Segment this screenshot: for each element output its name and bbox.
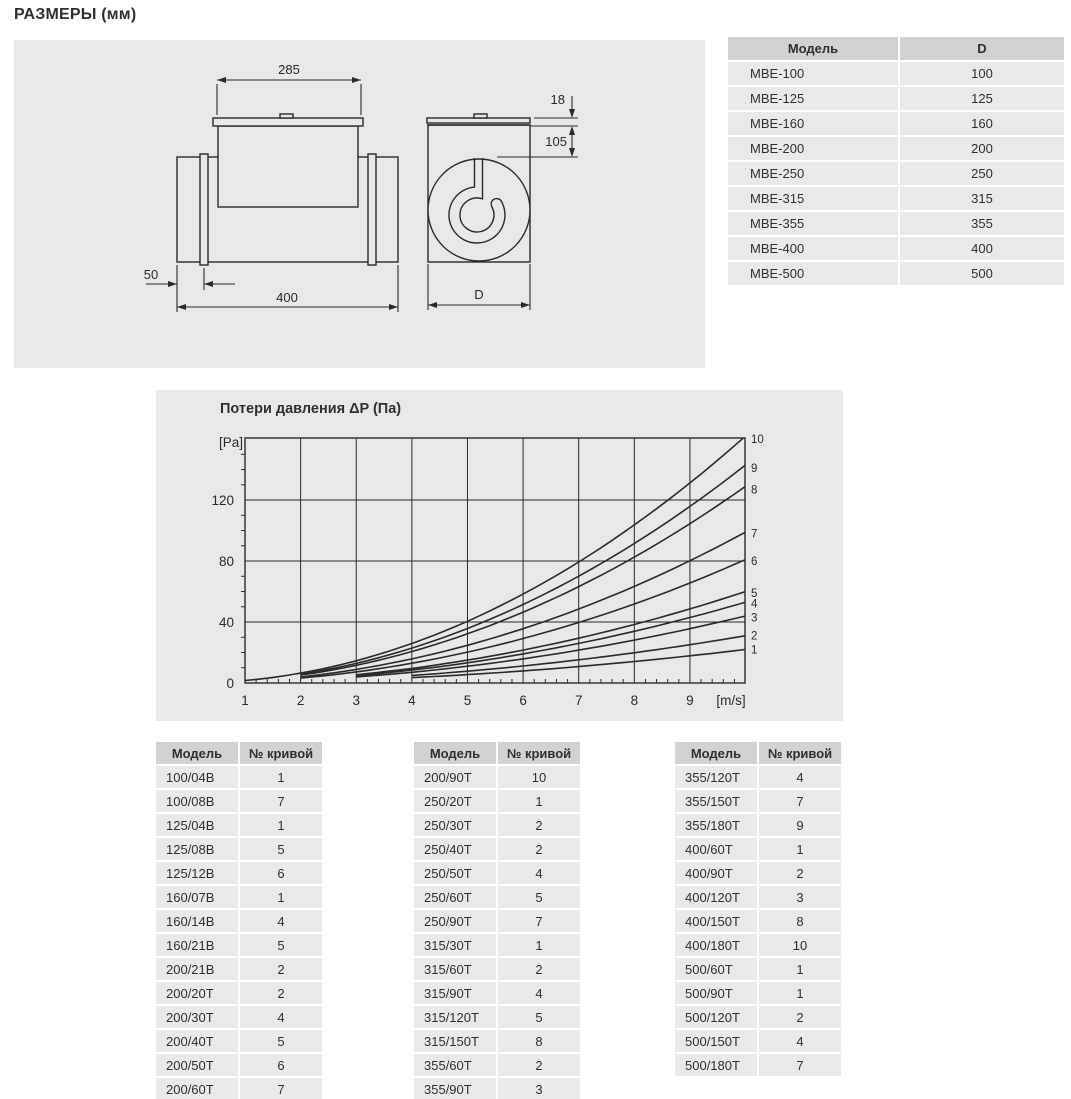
curve-table-2 <box>412 740 582 1099</box>
table-row <box>675 1030 841 1052</box>
table-row <box>675 838 841 860</box>
model-cell: 400/90T <box>675 862 757 884</box>
x-axis-unit: [m/s] <box>716 693 746 708</box>
table-row <box>728 62 1064 85</box>
value-cell: 125 <box>900 87 1064 110</box>
value-cell: 1 <box>759 958 841 980</box>
model-cell: 315/60T <box>414 958 496 980</box>
value-cell: 1 <box>498 790 580 812</box>
table-row <box>675 934 841 956</box>
table-row <box>156 862 322 884</box>
model-cell: 125/12B <box>156 862 238 884</box>
table-header-row <box>675 742 841 764</box>
column-header: № кривой <box>498 742 580 764</box>
model-cell: 200/50T <box>156 1054 238 1076</box>
value-cell: 6 <box>240 862 322 884</box>
model-cell: 200/30T <box>156 1006 238 1028</box>
model-cell: 250/90T <box>414 910 496 932</box>
curve-label-7: 7 <box>751 528 758 541</box>
curve-label-8: 8 <box>751 484 758 497</box>
table-row <box>675 766 841 788</box>
model-cell: MBE-200 <box>728 137 898 160</box>
table-row <box>156 766 322 788</box>
table-row <box>156 1054 322 1076</box>
table-row <box>156 814 322 836</box>
curve-table-1 <box>154 740 324 1099</box>
table-row <box>414 862 580 884</box>
curve-label-10: 10 <box>751 434 764 447</box>
model-cell: 355/90T <box>414 1078 496 1099</box>
curve-table-3 <box>673 740 843 1078</box>
curve-label-1: 1 <box>751 644 758 657</box>
table-row <box>675 814 841 836</box>
dim-label-lid-height: 18 <box>550 92 565 107</box>
y-tick-label: 0 <box>226 676 234 691</box>
dim-label-body-length: 400 <box>276 290 298 305</box>
table-header-row <box>414 742 580 764</box>
value-cell: 2 <box>498 958 580 980</box>
curve-10 <box>245 439 743 681</box>
table-row <box>414 790 580 812</box>
model-cell: MBE-100 <box>728 62 898 85</box>
table-header-row <box>728 37 1064 60</box>
value-cell: 7 <box>759 1054 841 1076</box>
value-cell: 2 <box>498 814 580 836</box>
table-row <box>156 838 322 860</box>
value-cell: 4 <box>759 1030 841 1052</box>
value-cell: 5 <box>240 838 322 860</box>
value-cell: 1 <box>240 814 322 836</box>
table-row <box>156 1078 322 1099</box>
model-cell: MBE-500 <box>728 262 898 285</box>
value-cell: 1 <box>759 838 841 860</box>
model-cell: MBE-315 <box>728 187 898 210</box>
curve-label-2: 2 <box>751 630 758 643</box>
table-row <box>156 982 322 1004</box>
model-cell: 250/40T <box>414 838 496 860</box>
model-cell: 200/40T <box>156 1030 238 1052</box>
model-cell: 400/150T <box>675 910 757 932</box>
table-row <box>728 187 1064 210</box>
table-row <box>156 790 322 812</box>
model-cell: 250/50T <box>414 862 496 884</box>
model-cell: 315/150T <box>414 1030 496 1052</box>
column-header: № кривой <box>759 742 841 764</box>
x-tick-label: 9 <box>686 693 694 708</box>
table-row <box>414 958 580 980</box>
model-cell: MBE-250 <box>728 162 898 185</box>
model-cell: 250/60T <box>414 886 496 908</box>
model-cell: 250/20T <box>414 790 496 812</box>
model-diameter-table <box>726 35 1066 287</box>
chart-title: Потери давления ΔP (Па) <box>220 401 402 417</box>
value-cell: 8 <box>498 1030 580 1052</box>
table-row <box>414 766 580 788</box>
value-cell: 355 <box>900 212 1064 235</box>
value-cell: 1 <box>240 886 322 908</box>
model-cell: 200/90T <box>414 766 496 788</box>
table-row <box>156 910 322 932</box>
table-row <box>728 212 1064 235</box>
value-cell: 2 <box>240 958 322 980</box>
value-cell: 250 <box>900 162 1064 185</box>
y-tick-label: 80 <box>218 554 234 570</box>
pressure-loss-chart-panel <box>156 390 843 721</box>
column-header: Модель <box>728 37 898 60</box>
model-cell: MBE-160 <box>728 112 898 135</box>
model-cell: 400/120T <box>675 886 757 908</box>
model-cell: 200/21B <box>156 958 238 980</box>
value-cell: 5 <box>498 1006 580 1028</box>
table-row <box>414 1078 580 1099</box>
x-tick-label: 2 <box>296 693 305 708</box>
value-cell: 4 <box>240 910 322 932</box>
value-cell: 9 <box>759 814 841 836</box>
curve-label-3: 3 <box>751 612 758 625</box>
value-cell: 100 <box>900 62 1064 85</box>
table-row <box>414 934 580 956</box>
column-header: № кривой <box>240 742 322 764</box>
dimensional-drawing-panel <box>14 40 705 368</box>
table-row <box>156 1030 322 1052</box>
x-tick-label: 1 <box>241 693 249 708</box>
model-cell: 500/90T <box>675 982 757 1004</box>
model-cell: 500/180T <box>675 1054 757 1076</box>
model-cell: 100/08B <box>156 790 238 812</box>
value-cell: 6 <box>240 1054 322 1076</box>
value-cell: 7 <box>240 1078 322 1099</box>
table-row <box>414 982 580 1004</box>
table-row <box>728 137 1064 160</box>
value-cell: 500 <box>900 262 1064 285</box>
model-cell: 100/04B <box>156 766 238 788</box>
table-header-row <box>156 742 322 764</box>
page-title: РАЗМЕРЫ (мм) <box>14 6 137 23</box>
value-cell: 7 <box>240 790 322 812</box>
value-cell: 4 <box>498 862 580 884</box>
front-view-lid <box>427 118 530 123</box>
model-cell: MBE-355 <box>728 212 898 235</box>
table-row <box>156 958 322 980</box>
curve-label-5: 5 <box>751 588 758 601</box>
table-row <box>675 790 841 812</box>
table-row <box>728 112 1064 135</box>
model-cell: 160/07B <box>156 886 238 908</box>
value-cell: 2 <box>240 982 322 1004</box>
value-cell: 2 <box>759 1006 841 1028</box>
value-cell: 10 <box>498 766 580 788</box>
dim-label-box-width: 285 <box>278 62 300 77</box>
x-tick-label: 6 <box>519 693 527 708</box>
table-row <box>728 262 1064 285</box>
table-row <box>414 886 580 908</box>
y-axis-unit: [Pa] <box>218 435 243 450</box>
value-cell: 5 <box>240 934 322 956</box>
value-cell: 4 <box>498 982 580 1004</box>
table-row <box>675 886 841 908</box>
value-cell: 315 <box>900 187 1064 210</box>
dim-label-diameter: D <box>474 287 484 302</box>
pressure-loss-chart <box>156 390 843 721</box>
side-view-left-collar <box>200 154 208 265</box>
x-tick-label: 3 <box>352 693 360 708</box>
table-row <box>156 934 322 956</box>
model-cell: 200/20T <box>156 982 238 1004</box>
value-cell: 4 <box>759 766 841 788</box>
column-header: D <box>900 37 1064 60</box>
model-cell: 355/150T <box>675 790 757 812</box>
table-row <box>728 162 1064 185</box>
model-cell: 315/90T <box>414 982 496 1004</box>
x-tick-label: 4 <box>408 693 416 708</box>
table-row <box>156 886 322 908</box>
value-cell: 160 <box>900 112 1064 135</box>
value-cell: 3 <box>498 1078 580 1099</box>
table-row <box>414 814 580 836</box>
column-header: Модель <box>156 742 238 764</box>
model-cell: 160/21B <box>156 934 238 956</box>
table-row <box>675 958 841 980</box>
value-cell: 10 <box>759 934 841 956</box>
curve-4 <box>356 602 745 675</box>
value-cell: 1 <box>240 766 322 788</box>
table-row <box>414 1054 580 1076</box>
model-cell: 315/120T <box>414 1006 496 1028</box>
x-tick-label: 7 <box>574 693 583 708</box>
column-header: Модель <box>414 742 496 764</box>
table-row <box>675 982 841 1004</box>
side-view-lid <box>213 118 363 126</box>
value-cell: 8 <box>759 910 841 932</box>
y-tick-label: 40 <box>218 615 234 631</box>
model-cell: 355/120T <box>675 766 757 788</box>
column-header: Модель <box>675 742 757 764</box>
curve-label-9: 9 <box>751 463 758 476</box>
table-row <box>414 838 580 860</box>
value-cell: 400 <box>900 237 1064 260</box>
model-cell: 400/180T <box>675 934 757 956</box>
model-cell: 250/30T <box>414 814 496 836</box>
table-row <box>728 237 1064 260</box>
value-cell: 5 <box>498 886 580 908</box>
value-cell: 7 <box>759 790 841 812</box>
model-cell: 355/180T <box>675 814 757 836</box>
duct-heater-drawing <box>14 40 705 368</box>
value-cell: 7 <box>498 910 580 932</box>
front-view-lid-tab <box>474 114 487 118</box>
model-cell: 355/60T <box>414 1054 496 1076</box>
dim-label-inlet-offset: 50 <box>143 267 159 282</box>
value-cell: 5 <box>240 1030 322 1052</box>
value-cell: 200 <box>900 137 1064 160</box>
table-row <box>675 910 841 932</box>
side-view-terminal-box <box>218 126 358 207</box>
side-view-lid-tab <box>280 114 293 118</box>
value-cell: 4 <box>240 1006 322 1028</box>
table-row <box>414 910 580 932</box>
value-cell: 3 <box>759 886 841 908</box>
dim-label-box-depth: 105 <box>545 134 567 149</box>
model-cell: MBE-400 <box>728 237 898 260</box>
value-cell: 2 <box>498 1054 580 1076</box>
x-tick-label: 5 <box>463 693 472 708</box>
model-cell: 160/14B <box>156 910 238 932</box>
value-cell: 1 <box>759 982 841 1004</box>
table-row <box>414 1006 580 1028</box>
table-row <box>156 1006 322 1028</box>
model-cell: 500/60T <box>675 958 757 980</box>
table-row <box>675 1054 841 1076</box>
model-cell: 315/30T <box>414 934 496 956</box>
model-cell: 400/60T <box>675 838 757 860</box>
x-tick-label: 8 <box>630 693 639 708</box>
curve-label-6: 6 <box>751 556 758 569</box>
model-cell: 500/120T <box>675 1006 757 1028</box>
table-row <box>675 862 841 884</box>
table-row <box>675 1006 841 1028</box>
front-view-duct-circle <box>428 159 530 261</box>
model-cell: 125/08B <box>156 838 238 860</box>
value-cell: 2 <box>498 838 580 860</box>
model-cell: 125/04B <box>156 814 238 836</box>
curve-label-4: 4 <box>751 598 758 611</box>
table-row <box>414 1030 580 1052</box>
model-cell: 200/60T <box>156 1078 238 1099</box>
side-view-right-collar <box>368 154 376 265</box>
y-tick-label: 120 <box>211 493 234 509</box>
value-cell: 2 <box>759 862 841 884</box>
table-row <box>728 87 1064 110</box>
value-cell: 1 <box>498 934 580 956</box>
model-cell: MBE-125 <box>728 87 898 110</box>
model-cell: 500/150T <box>675 1030 757 1052</box>
